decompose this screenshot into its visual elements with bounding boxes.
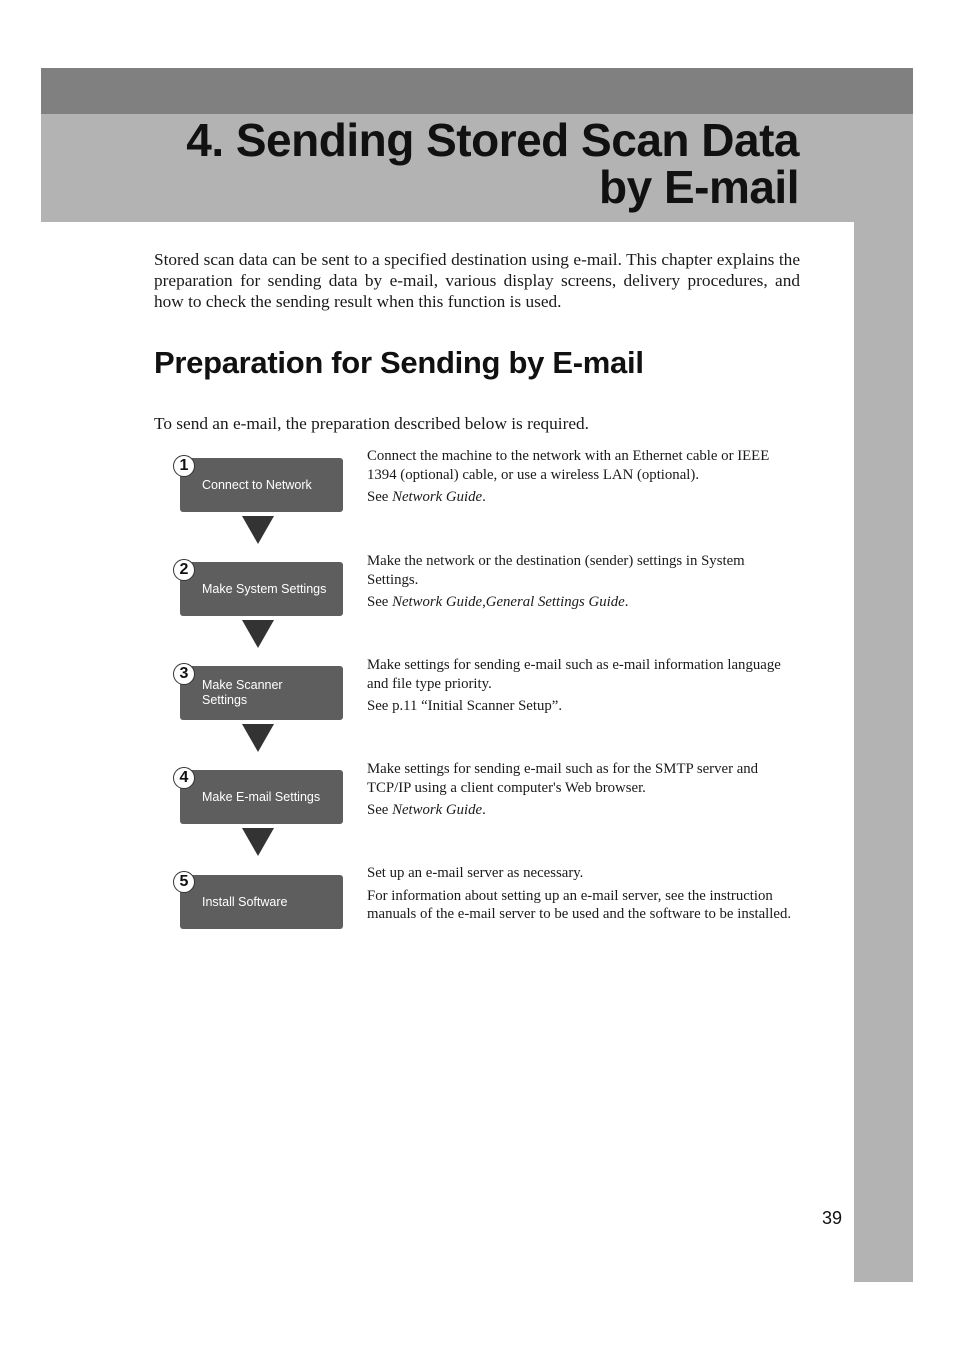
- step-box-make-system-settings: [180, 562, 343, 616]
- step-label: Install Software: [202, 894, 288, 909]
- reference-suffix: .: [482, 489, 486, 505]
- step-reference: [367, 488, 799, 507]
- step-description: [367, 656, 799, 716]
- step-number-badge: 1: [173, 455, 195, 477]
- header-top-band: [41, 68, 913, 114]
- side-tab-band: [854, 222, 913, 1282]
- step-reference: [367, 697, 799, 716]
- step-label: Make System Settings: [202, 581, 327, 596]
- reference-title: Network Guide: [392, 489, 483, 505]
- step-label: Connect to Network: [202, 477, 312, 492]
- step-number-badge: 5: [173, 871, 195, 893]
- step-number-badge: 4: [173, 767, 195, 789]
- step-description: [367, 447, 799, 507]
- reference-title: Network Guide: [392, 802, 483, 818]
- step-label: Make Scanner Settings: [202, 678, 283, 707]
- flow-arrow-down-icon: [242, 828, 274, 856]
- reference-suffix: .: [482, 802, 486, 818]
- step-reference: [367, 887, 799, 924]
- reference-prefix: See: [367, 594, 393, 610]
- step-box-install-software: [180, 875, 343, 929]
- reference-title: Network Guide,General Settings Guide: [392, 594, 625, 610]
- chapter-title-line-1: 4. Sending Stored Scan Data: [186, 114, 799, 166]
- step-number-badge: 3: [173, 663, 195, 685]
- step-text: Make settings for sending e-mail such as e-mail information language and file type priority.: [367, 657, 781, 692]
- step-box-make-scanner-settings: [180, 666, 343, 720]
- page-number: 39: [822, 1208, 843, 1228]
- intro-paragraph: Stored scan data can be sent to a specified destination using e-mail. This chapter explains the preparation for sending data by e-mail, various display screens, delivery procedures, and how to check the sending result when this function is used.: [154, 250, 800, 311]
- reference-prefix: For information about setting up an e-mail server, see the instruction manuals of the e-mail server to be used and the software to be installed.: [367, 887, 792, 922]
- flow-arrow-down-icon: [242, 620, 274, 648]
- step-text: Set up an e-mail server as necessary.: [367, 865, 584, 881]
- chapter-title: [186, 114, 799, 213]
- chapter-title-line-2: by E-mail: [598, 161, 799, 213]
- step-description: [367, 864, 799, 924]
- step-description: [367, 552, 799, 612]
- step-number-badge: 2: [173, 559, 195, 581]
- section-lead: To send an e-mail, the preparation described below is required.: [154, 414, 589, 433]
- step-text: Make the network or the destination (sender) settings in System Settings.: [367, 553, 745, 588]
- reference-prefix: See p.11 “Initial Scanner Setup”.: [367, 698, 563, 714]
- reference-prefix: See: [367, 802, 393, 818]
- section-heading: Preparation for Sending by E-mail: [154, 345, 644, 380]
- flow-arrow-down-icon: [242, 724, 274, 752]
- step-text: Make settings for sending e-mail such as for the SMTP server and TCP/IP using a client computer's Web browser.: [367, 761, 759, 796]
- step-box-make-email-settings: [180, 770, 343, 824]
- step-text: Connect the machine to the network with an Ethernet cable or IEEE 1394 (optional) cable, or use a wireless LAN (optional).: [367, 448, 770, 483]
- step-reference: [367, 801, 799, 820]
- reference-suffix: .: [624, 594, 629, 610]
- step-reference: [367, 593, 799, 612]
- flow-arrow-down-icon: [242, 516, 274, 544]
- reference-prefix: See: [367, 489, 393, 505]
- step-label: Make E-mail Settings: [202, 789, 321, 804]
- step-box-connect-to-network: [180, 458, 343, 512]
- step-description: [367, 760, 799, 820]
